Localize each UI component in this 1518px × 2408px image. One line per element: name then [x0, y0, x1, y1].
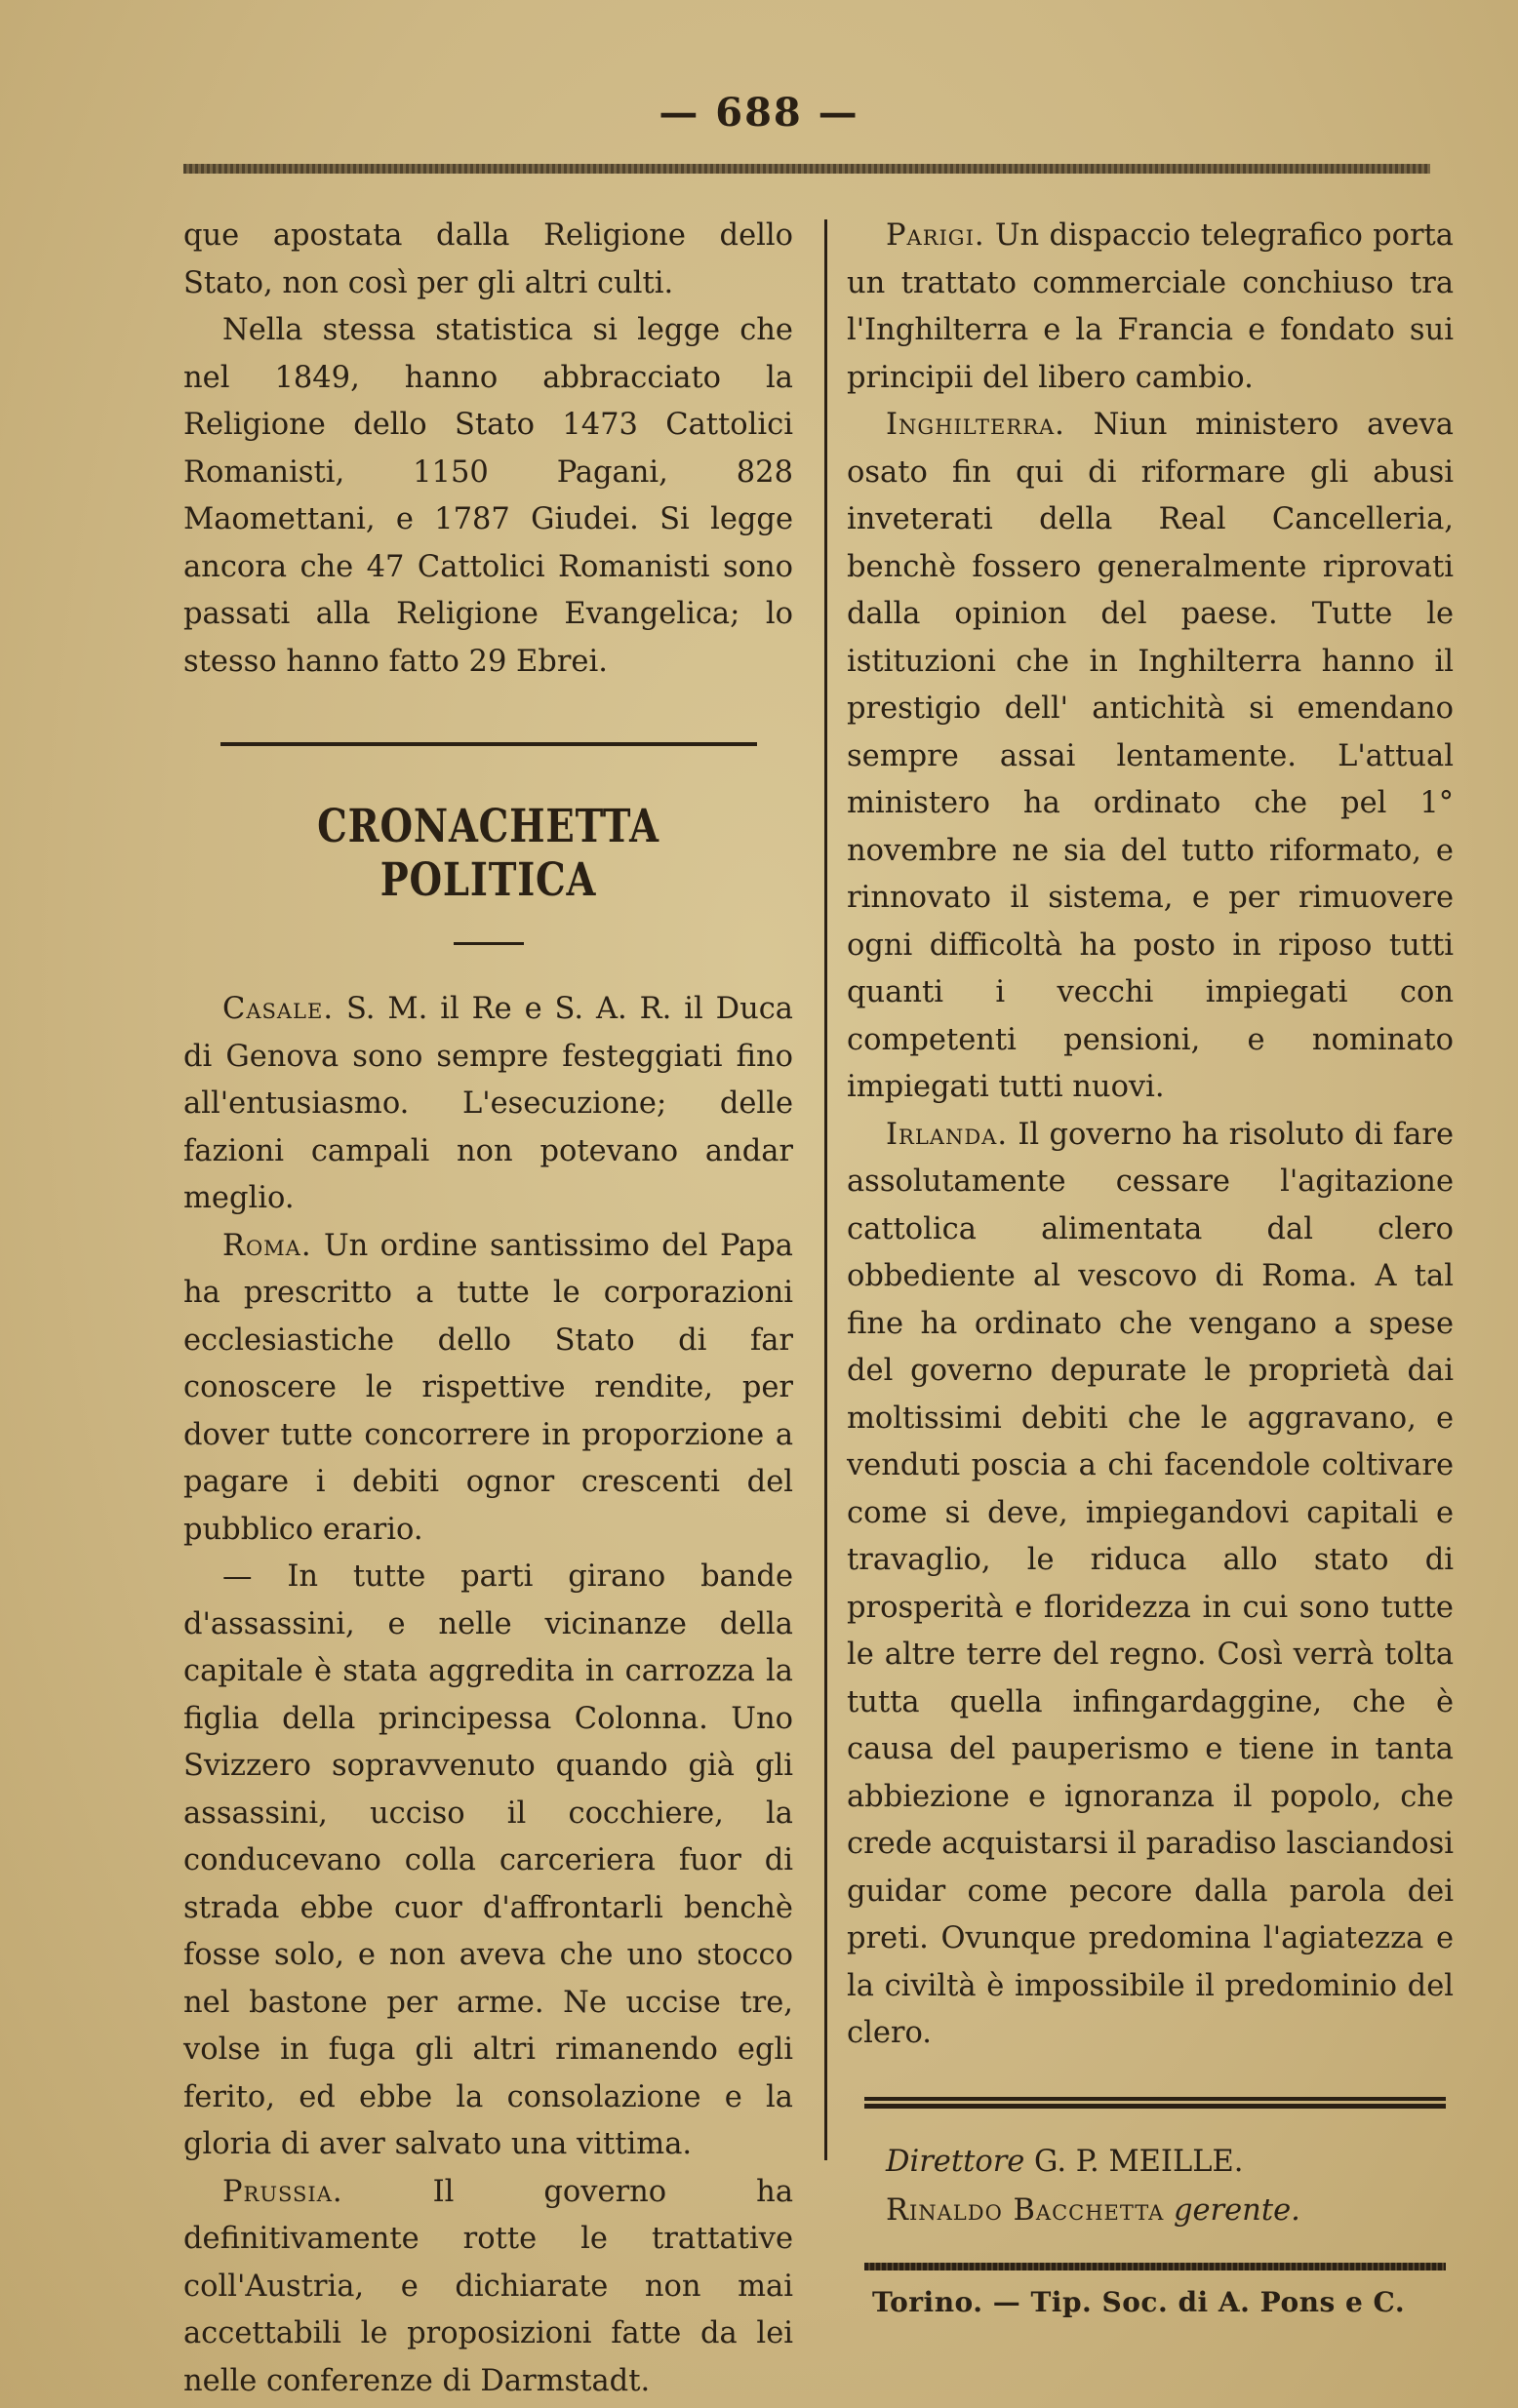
- signature-block: [847, 2138, 1454, 2235]
- closing-double-rule: [864, 2097, 1446, 2109]
- column-divider: [824, 219, 827, 2160]
- left-paragraph-1: que apostata dalla Religione dello Stato, non così per gli altri culti.: [183, 218, 793, 300]
- director-name: G. P. MEILLE.: [1024, 2144, 1244, 2179]
- director-label: Direttore: [886, 2144, 1025, 2179]
- right-column: [847, 213, 1454, 2318]
- news-item-irlanda: [847, 1112, 1454, 2058]
- left-paragraph-2: Nella stessa statistica si legge che nel 1849, hanno abbracciato la Religione dello Stato 1473 Cattolici Romanisti, 1150 Pagani, 828 Maomettani, e 1787 Giudei. Si legge ancora che 47 Cattolici Romanisti sono passati alla Religione Evangelica; lo stesso hanno fatto 29 Ebrei.: [183, 313, 793, 679]
- news-text-roma: Un ordine santissimo del Papa ha prescritto a tutte le corporazioni ecclesiastiche dello Stato di far conoscere le rispettive rendite, per dover tutte concorrere in proporzione a pagare i debiti ognor crescenti del pubblico erario.: [183, 1228, 793, 1547]
- news-text-irlanda: Il governo ha risoluto di fare assolutamente cessare l'agitazione cattolica alimentata dal clero obbediente al vescovo di Roma. A tal fine ha ordinato che vengano a spese del governo depurate le proprietà dai moltissimi debiti che le aggravano, e venduti poscia a chi facendole coltivare come si deve, impiegandovi capitali e travaglio, le riduca allo stato di prosperità e floridezza in cui sono tutte le altre terre del regno. Così verrà tolta tutta quella infingardaggine, che è causa del pauperismo e tiene in tanta abbiezione e ignoranza il popolo, che crede acquistarsi il paradiso lasciandosi guidar come pecore dalla parola dei preti. Ovunque predomina l'agiatezza e la civiltà è impossibile il predominio del clero.: [847, 1117, 1454, 2050]
- news-item-parigi: [847, 213, 1454, 402]
- news-item-inghilterra: [847, 402, 1454, 1112]
- news-item-prussia: [183, 2169, 793, 2406]
- page-number: — 688 —: [659, 90, 859, 136]
- news-text-inghilterra: Niun ministero aveva osato fin qui di riformare gli abusi inveterati della Real Cancelleria, benchè fossero generalmente riprovati dalla opinion del paese. Tutte le istituzioni che in Inghilterra hanno il prestigio dell' antichità si emendano sempre assai lentamente. L'attual ministero ha ordinato che pel 1° novembre ne sia del tutto riformato, e rinnovato il sistema, e per rimuovere ogni difficoltà ha posto in riposo tutti quanti i vecchi impiegati con competenti pensioni, e nominato impiegati tutti nuovi.: [847, 408, 1454, 1104]
- dateline-prussia: Prussia.: [222, 2174, 343, 2209]
- dateline-casale: Casale.: [222, 992, 335, 1026]
- header-rule: [183, 164, 1430, 174]
- dateline-parigi: Parigi.: [886, 218, 985, 253]
- dateline-inghilterra: Inghilterra.: [886, 408, 1065, 442]
- section-title: CRONACHETTA POLITICA: [317, 800, 659, 907]
- left-column: [183, 213, 793, 2405]
- dateline-irlanda: Irlanda.: [886, 1117, 1009, 1152]
- gerente-name: Rinaldo Bacchetta: [886, 2192, 1165, 2228]
- director-line: [886, 2138, 1454, 2187]
- title-dash: [454, 942, 524, 945]
- gerente-label: gerente.: [1164, 2192, 1300, 2228]
- printer-imprint: Torino. — Tip. Soc. di A. Pons e C.: [872, 2285, 1406, 2318]
- news-item-casale: [183, 986, 793, 1223]
- dateline-roma: Roma.: [222, 1228, 312, 1263]
- news-item-roma: [183, 1223, 793, 1555]
- gerente-line: [886, 2187, 1454, 2235]
- news-text-casale: S. M. il Re e S. A. R. il Duca di Genova sono sempre festeggiati fino all'entusiasmo. L'esecuzione; delle fazioni campali non potevano andar meglio.: [183, 992, 793, 1215]
- news-text-prussia: Il governo ha definitivamente rotte le trattative coll'Austria, e dichiarate non mai accettabili le proposizioni fatte da lei nelle conferenze di Darmstadt.: [183, 2174, 793, 2398]
- imprint-rule: [864, 2263, 1446, 2270]
- news-text-parigi: Un dispaccio telegrafico porta un trattato commerciale conchiuso tra l'Inghilterra e la Francia e fondato sui principii del libero cambio.: [847, 218, 1454, 395]
- news-item-roma-2: — In tutte parti girano bande d'assassini, e nelle vicinanze della capitale è stata aggredita in carrozza la figlia della principessa Colonna. Uno Svizzero sopravvenuto quando già gli assassini, ucciso il cocchiere, la conducevano colla carceriera fuor di strada ebbe cuor d'affrontarli benchè fosse solo, e non aveva che uno stocco nel bastone per arme. Ne uccise tre, volse in fuga gli altri rimanendo egli ferito, ed ebbe la consolazione e la gloria di aver salvato una vittima.: [183, 1559, 793, 2161]
- section-divider: [220, 742, 757, 746]
